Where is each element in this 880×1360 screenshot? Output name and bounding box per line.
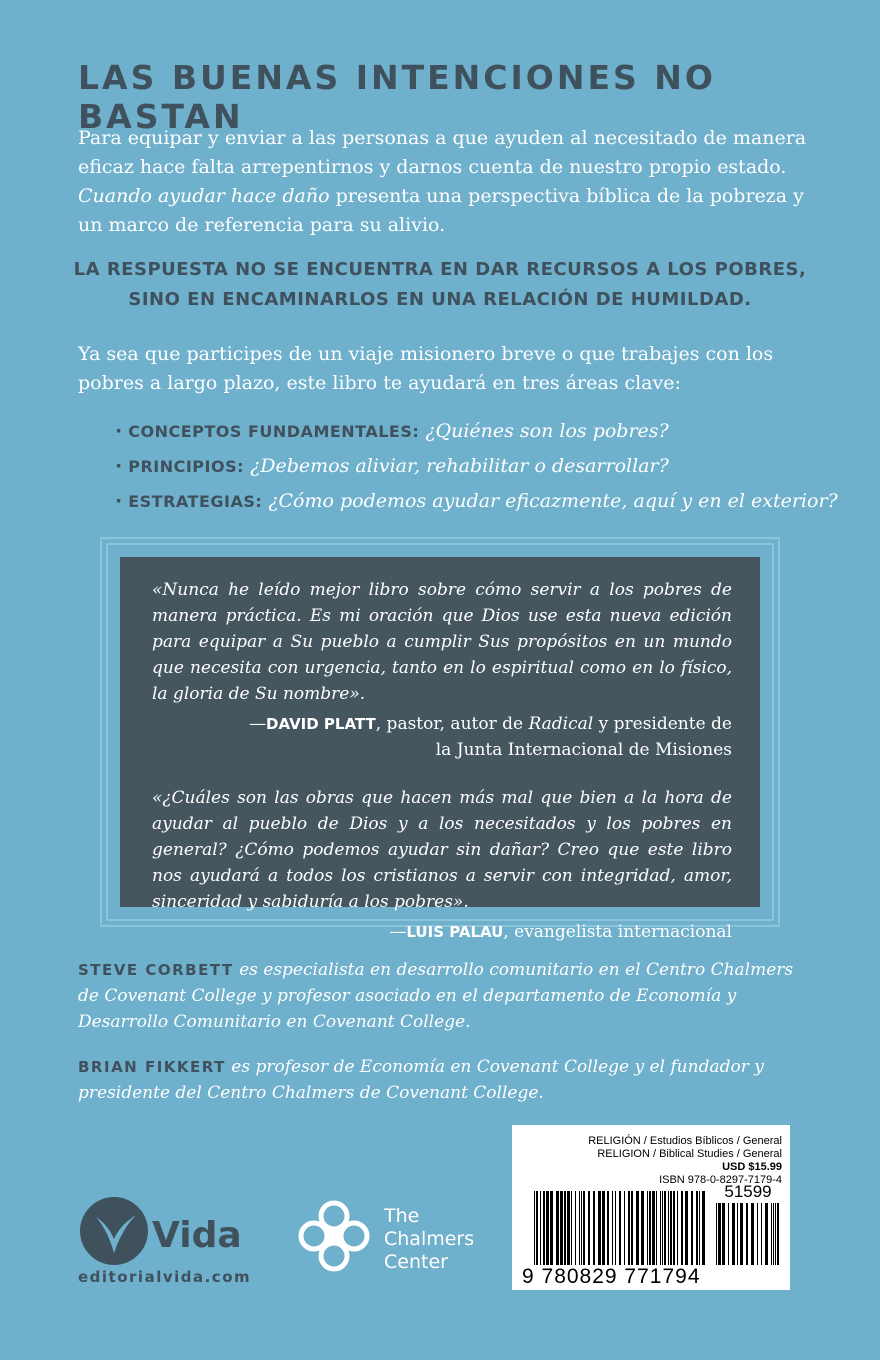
barcode-addon-digits: 51599: [724, 1182, 772, 1201]
barcode-bar: [662, 1191, 663, 1265]
bullet-term: CONCEPTOS FUNDAMENTALES:: [128, 422, 420, 441]
barcode-bar: [775, 1203, 776, 1265]
barcode-bar: [765, 1203, 768, 1265]
barcode-bar: [631, 1191, 633, 1265]
barcode-bar: [579, 1191, 580, 1265]
barcode-bar: [575, 1191, 576, 1265]
list-item: [115, 484, 838, 519]
author-bio-text: es profesor de Economía en Covenant College y el fundador y presidente del Centro Chalmers de Covenant College.: [78, 1057, 764, 1103]
chalmers-line: Chalmers: [384, 1228, 475, 1250]
bullet-dot: ·: [115, 455, 123, 477]
barcode-bar: [571, 1191, 572, 1265]
endorser-role: , evangelista internacional: [503, 922, 732, 942]
author-name: BRIAN FIKKERT: [78, 1058, 226, 1076]
endorsement-quote-1: «Nunca he leído mejor libro sobre cómo servir a los pobres de manera práctica. Es mi oración que Dios use esta nueva edición para equipar a Su pueblo a cumplir Sus propósitos en un mundo que necesita con urgencia, tanto en lo espiritual como en lo físico, la gloria de Su nombre».: [152, 580, 732, 704]
barcode-bar: [564, 1191, 566, 1265]
endorser-role: , pastor, autor de: [375, 714, 529, 734]
chalmers-center-logo-icon: [296, 1198, 372, 1274]
barcode-bar: [732, 1203, 735, 1265]
barcode-bar: [647, 1191, 648, 1265]
barcode-bar: [536, 1191, 538, 1265]
barcode-bar: [588, 1191, 590, 1265]
category-en: RELIGION / Biblical Studies / General: [597, 1148, 782, 1160]
barcode-bar: [602, 1191, 605, 1265]
intro-paragraph: [78, 124, 818, 240]
endorsement-quote-2: «¿Cuáles son las obras que hacen más mal que bien a la hora de ayudar al pueblo de Dios y a los necesitados y los pobres en general? ¿Cómo podemos ayudar sin dañar? Creo que este libro nos ayudará a todos los cristianos a servir con integridad, amor, sinceridad y sabiduría a los pobres».: [152, 788, 732, 912]
barcode-bar: [761, 1203, 762, 1265]
barcode-bar: [691, 1191, 693, 1265]
chalmers-line: The: [384, 1205, 420, 1227]
barcode-bar: [607, 1191, 609, 1265]
barcode-bar: [746, 1203, 748, 1265]
bullet-term: PRINCIPIOS:: [128, 457, 245, 476]
bullet-question: ¿Quiénes son los pobres?: [425, 420, 669, 442]
barcode-bar: [649, 1191, 651, 1265]
barcode-bar: [771, 1203, 772, 1265]
barcode-graphic: [512, 1125, 790, 1290]
bullet-term: ESTRATEGIAS:: [128, 492, 263, 511]
barcode-bar: [696, 1191, 698, 1265]
author-bio-corbett: [78, 957, 818, 1035]
spacer: [152, 763, 732, 785]
barcode-bar: [677, 1191, 678, 1265]
barcode-bar: [740, 1203, 743, 1265]
barcode-bar: [777, 1203, 779, 1265]
barcode-bar: [670, 1191, 672, 1265]
dash: —: [389, 922, 407, 942]
bullet-question: ¿Debemos aliviar, rehabilitar o desarrollar?: [250, 455, 669, 477]
barcode-bar: [718, 1203, 721, 1265]
barcode-bar: [615, 1191, 616, 1265]
barcode-bar: [534, 1191, 535, 1265]
endorser-book: Radical: [528, 714, 594, 734]
author-bio-fikkert: [78, 1054, 818, 1106]
barcode-panel: [512, 1125, 790, 1290]
publisher-url: editorialvida.com: [78, 1268, 252, 1286]
chalmers-center-name: [384, 1205, 474, 1274]
endorser-role: y presidente de: [593, 714, 732, 734]
barcode-bars: [534, 1191, 705, 1265]
endorsements-box: [120, 557, 760, 942]
barcode-bar: [728, 1203, 729, 1265]
barcode-bar: [751, 1203, 754, 1265]
barcode-bar: [598, 1191, 601, 1265]
intro-text-2: presenta una perspectiva bíblica de la pobreza y un marco de referencia para su alivio.: [78, 185, 804, 236]
barcode-digits: 9 780829 771794: [522, 1265, 701, 1288]
barcode-bar: [773, 1203, 774, 1265]
barcode-bar: [699, 1191, 700, 1265]
key-areas-list: [115, 414, 838, 519]
barcode-bar: [664, 1191, 666, 1265]
barcode-bar: [716, 1203, 717, 1265]
barcode-bar: [636, 1191, 639, 1265]
barcode-bar: [560, 1191, 563, 1265]
bullet-question: ¿Cómo podemos ayudar eficazmente, aquí y en el exterior?: [268, 490, 838, 512]
barcode-bar: [628, 1191, 630, 1265]
barcode-bar: [550, 1191, 553, 1265]
barcode-bar: [546, 1191, 549, 1265]
barcode-bar: [641, 1191, 644, 1265]
barcode-bar: [737, 1203, 738, 1265]
bullet-dot: ·: [115, 490, 123, 512]
barcode-bar: [556, 1191, 559, 1265]
isbn: ISBN 978-0-8297-7179-4: [659, 1174, 782, 1186]
author-bio-text: es especialista en desarrollo comunitario en el Centro Chalmers de Covenant College y profesor asociado en el departamento de Economía y Desarrollo Comunitario en Covenant College.: [78, 960, 794, 1032]
category-es: RELIGIÓN / Estudios Bíblicos / General: [588, 1135, 782, 1147]
barcode-bar: [543, 1191, 545, 1265]
bullet-dot: ·: [115, 420, 123, 442]
headline: LAS BUENAS INTENCIONES NO BASTAN: [78, 58, 716, 136]
barcode-bar: [624, 1191, 625, 1265]
dash: —: [249, 714, 267, 734]
barcode-bar: [757, 1203, 758, 1265]
endorser-role: la Junta Internacional de Misiones: [435, 740, 732, 760]
callout: [40, 255, 840, 315]
endorsement-attribution-1: [152, 711, 732, 763]
barcode-bar: [652, 1191, 655, 1265]
barcode-bar: [581, 1191, 582, 1265]
publisher-name: Vida: [152, 1215, 242, 1256]
barcode-bar: [722, 1203, 725, 1265]
endorser-name: DAVID PLATT: [266, 715, 376, 733]
lead-paragraph: Ya sea que participes de un viaje misionero breve o que trabajes con los pobres a largo plazo, este libro te ayudará en tres áreas clave:: [78, 343, 774, 394]
endorser-name: LUIS PALAU: [406, 923, 504, 941]
barcode-bar: [540, 1191, 541, 1265]
endorsement-attribution-2: [152, 919, 732, 945]
barcode-addon-bars: [716, 1203, 779, 1265]
barcode-bar: [702, 1191, 705, 1265]
barcode-bar: [619, 1191, 621, 1265]
barcode-bar: [583, 1191, 585, 1265]
barcode-bar: [660, 1191, 661, 1265]
book-title-italic: Cuando ayudar hace daño: [78, 185, 330, 207]
price: USD $15.99: [722, 1161, 782, 1173]
barcode-bar: [567, 1191, 570, 1265]
list-item: [115, 449, 835, 484]
barcode-bar: [673, 1191, 675, 1265]
list-item: [115, 414, 835, 449]
author-name: STEVE CORBETT: [78, 961, 234, 979]
barcode-bar: [612, 1191, 613, 1265]
chalmers-line: Center: [384, 1251, 448, 1273]
barcode-bar: [593, 1191, 595, 1265]
intro-text-1: Para equipar y enviar a las personas a que ayuden al necesitado de manera eficaz hace falta arrepentirnos y darnos cuenta de nuestro propio estado.: [78, 127, 807, 178]
barcode-bar: [656, 1191, 657, 1265]
barcode-bar: [668, 1191, 669, 1265]
barcode-bar: [685, 1191, 688, 1265]
callout-line-2: SINO EN ENCAMINARLOS EN UNA RELACIÓN DE HUMILDAD.: [128, 289, 752, 310]
barcode-bar: [681, 1191, 683, 1265]
callout-line-1: LA RESPUESTA NO SE ENCUENTRA EN DAR RECURSOS A LOS POBRES,: [73, 259, 807, 280]
